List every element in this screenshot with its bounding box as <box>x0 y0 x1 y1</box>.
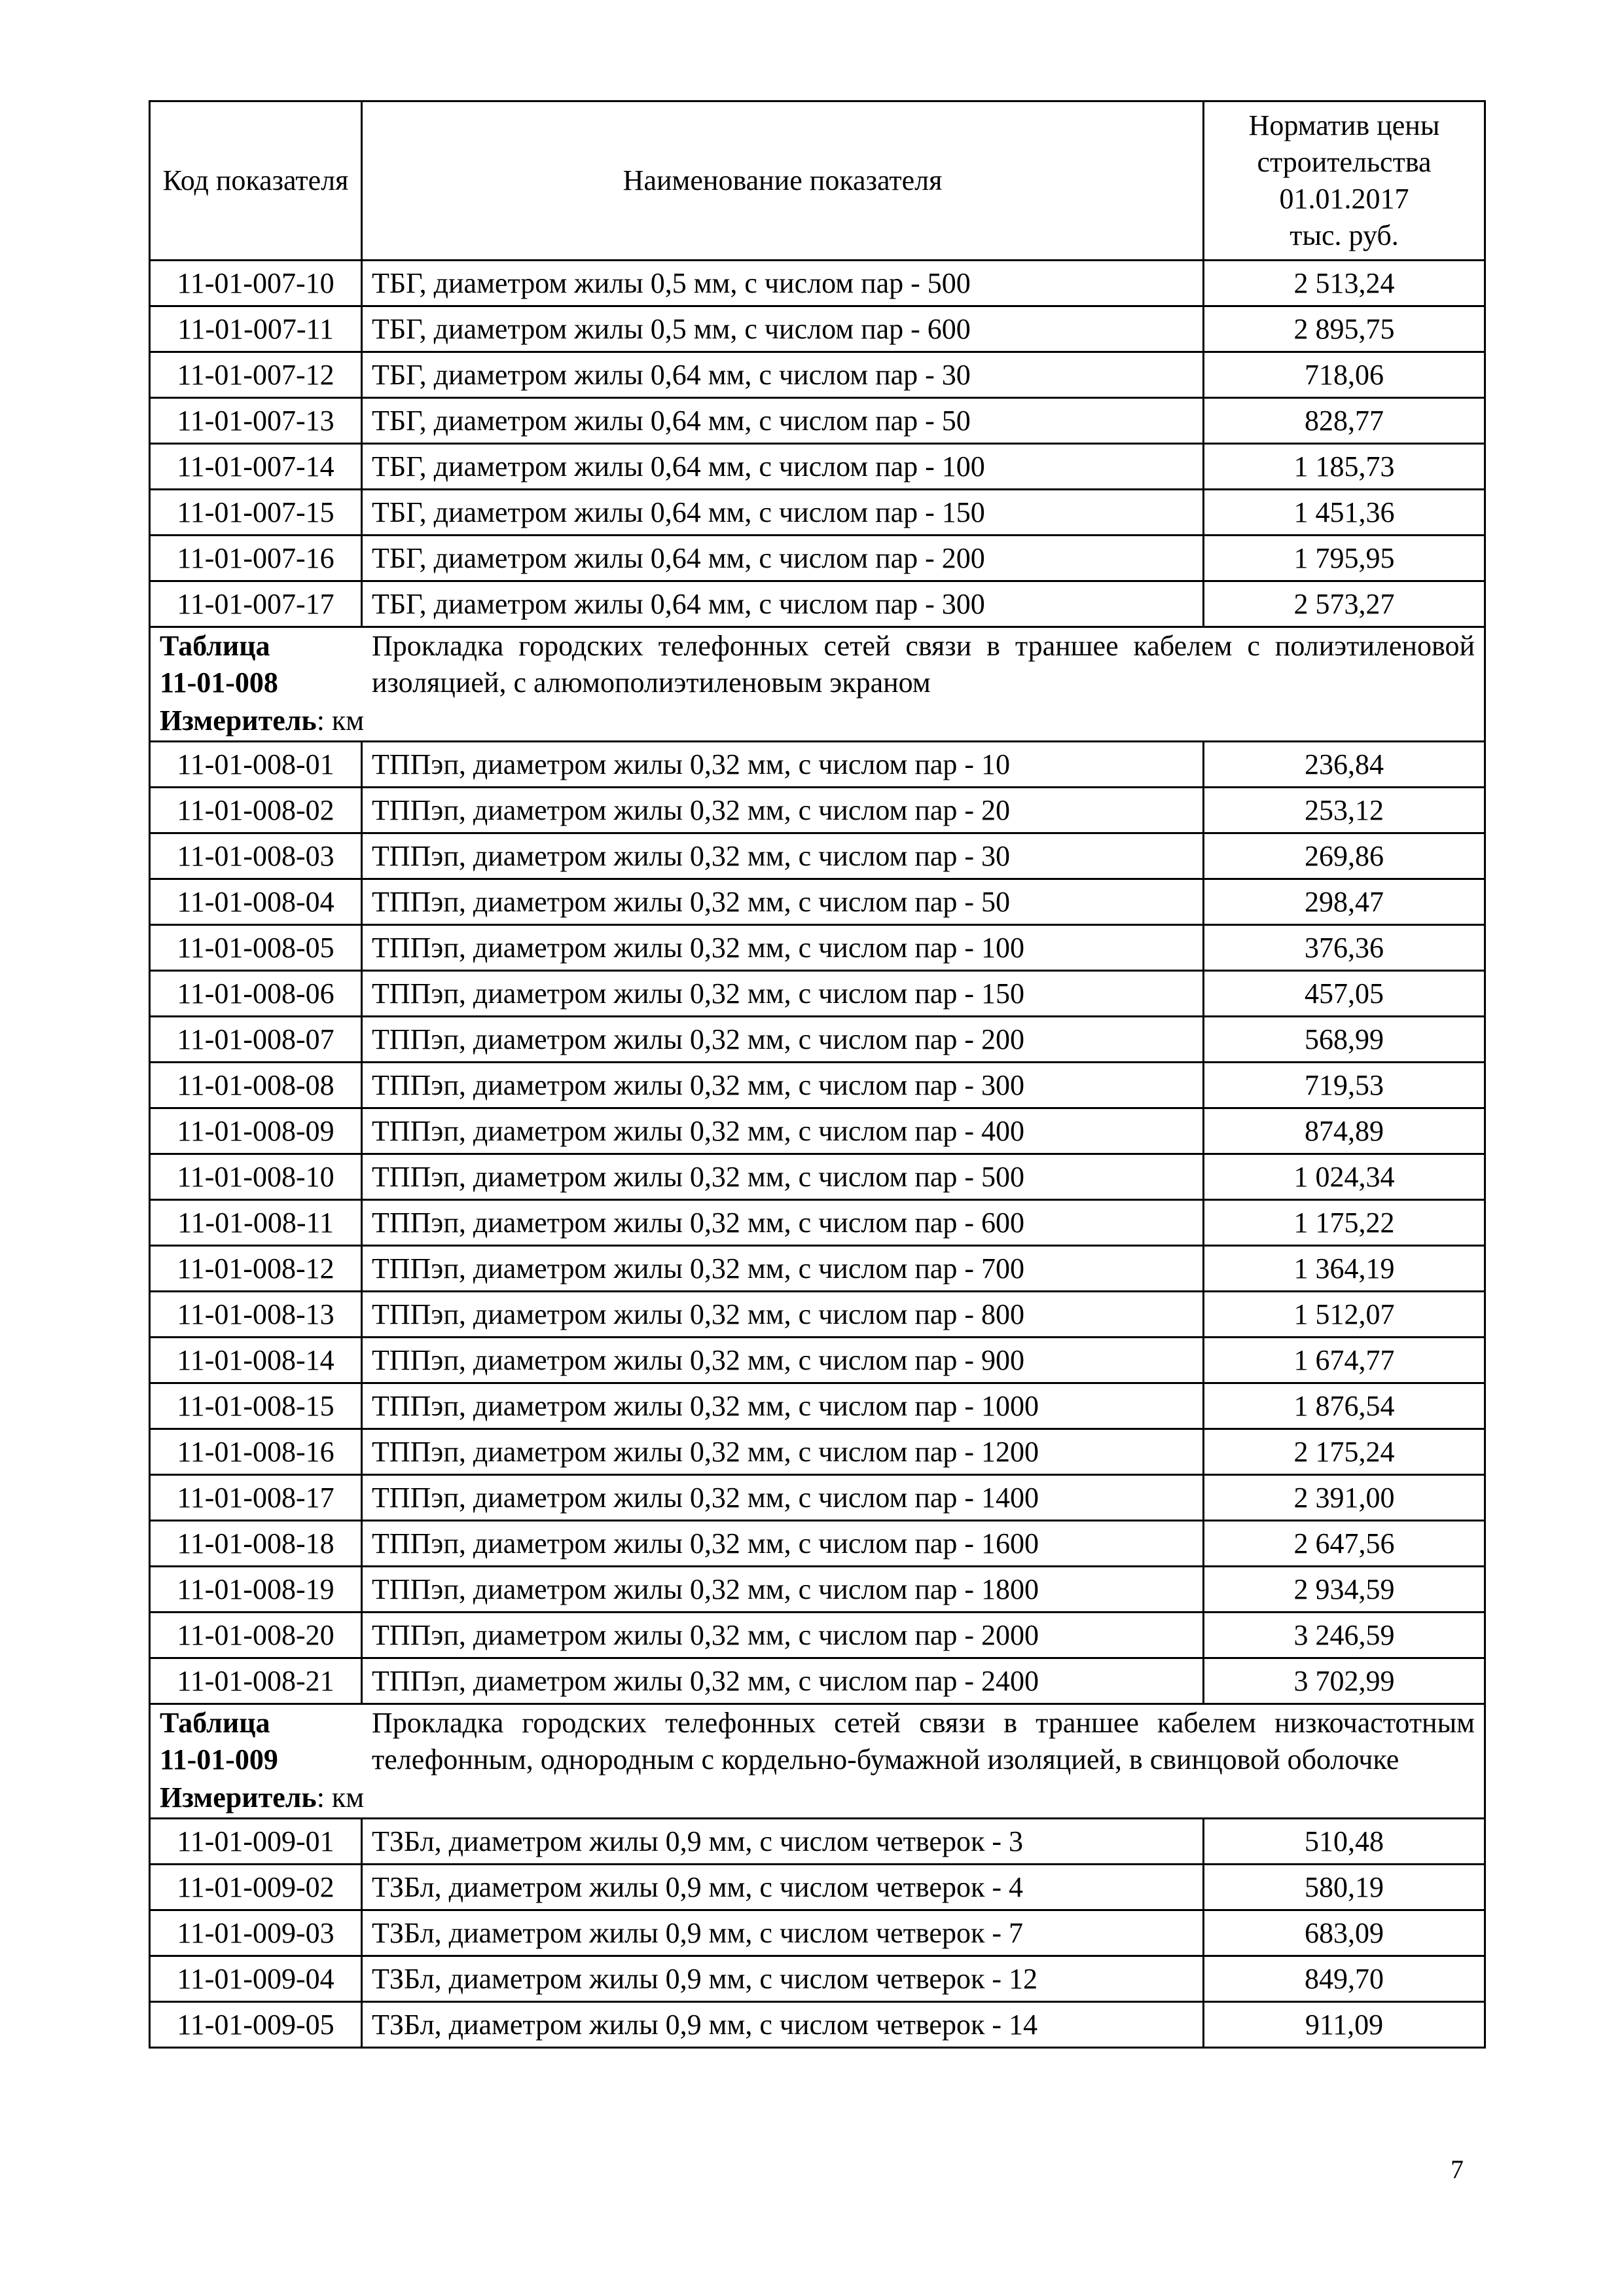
section-table-word: Таблица <box>160 1707 270 1739</box>
row-code: 11-01-009-05 <box>150 2002 362 2048</box>
table-row <box>150 1338 1485 1383</box>
measure-label: Измеритель <box>160 1781 317 1813</box>
row-price: 849,70 <box>1204 1956 1485 2002</box>
row-price: 510,48 <box>1204 1819 1485 1865</box>
table-row <box>150 1108 1485 1154</box>
table-row <box>150 1063 1485 1108</box>
row-price: 376,36 <box>1204 925 1485 971</box>
row-price: 1 175,22 <box>1204 1200 1485 1246</box>
row-name: ТЗБл, диаметром жилы 0,9 мм, с числом четверок - 4 <box>362 1865 1204 1910</box>
row-code: 11-01-008-18 <box>150 1521 362 1567</box>
table-row <box>150 1658 1485 1704</box>
row-price: 2 573,27 <box>1204 581 1485 627</box>
row-name: ТППэп, диаметром жилы 0,32 мм, с числом пар - 800 <box>362 1292 1204 1338</box>
table-row <box>150 306 1485 352</box>
header-price-line: Норматив цены <box>1248 109 1440 141</box>
row-price: 1 185,73 <box>1204 444 1485 490</box>
section-label <box>160 628 353 701</box>
row-name: ТППэп, диаметром жилы 0,32 мм, с числом пар - 600 <box>362 1200 1204 1246</box>
section-title: Прокладка городских телефонных сетей связи в траншее кабелем низкочастотным телефонным, однородным с кордельно-бумажной изоляцией, в свинцовой оболочке <box>372 1707 1475 1776</box>
row-code: 11-01-008-04 <box>150 879 362 925</box>
row-name: ТППэп, диаметром жилы 0,32 мм, с числом пар - 300 <box>362 1063 1204 1108</box>
row-code: 11-01-007-17 <box>150 581 362 627</box>
table-row <box>150 1956 1485 2002</box>
row-price: 457,05 <box>1204 971 1485 1017</box>
table-row <box>150 833 1485 879</box>
row-code: 11-01-008-20 <box>150 1613 362 1658</box>
row-code: 11-01-008-11 <box>150 1200 362 1246</box>
row-name: ТЗБл, диаметром жилы 0,9 мм, с числом четверок - 12 <box>362 1956 1204 2002</box>
row-name: ТППэп, диаметром жилы 0,32 мм, с числом пар - 400 <box>362 1108 1204 1154</box>
row-name: ТБГ, диаметром жилы 0,64 мм, с числом пар - 30 <box>362 352 1204 398</box>
table-row <box>150 788 1485 833</box>
row-name: ТППэп, диаметром жилы 0,32 мм, с числом пар - 2000 <box>362 1613 1204 1658</box>
row-name: ТППэп, диаметром жилы 0,32 мм, с числом пар - 200 <box>362 1017 1204 1063</box>
row-code: 11-01-007-12 <box>150 352 362 398</box>
row-code: 11-01-008-02 <box>150 788 362 833</box>
row-name: ТППэп, диаметром жилы 0,32 мм, с числом пар - 10 <box>362 742 1204 788</box>
table-row <box>150 879 1485 925</box>
table-row <box>150 1017 1485 1063</box>
table-row <box>150 742 1485 788</box>
header-code: Код показателя <box>150 101 362 261</box>
row-code: 11-01-008-07 <box>150 1017 362 1063</box>
row-price: 828,77 <box>1204 398 1485 444</box>
row-price: 1 512,07 <box>1204 1292 1485 1338</box>
row-code: 11-01-009-04 <box>150 1956 362 2002</box>
row-code: 11-01-008-12 <box>150 1246 362 1292</box>
section-measure <box>160 1778 1475 1817</box>
table-row <box>150 1819 1485 1865</box>
table-row <box>150 1383 1485 1429</box>
row-code: 11-01-007-15 <box>150 490 362 536</box>
row-code: 11-01-008-21 <box>150 1658 362 1704</box>
section-cell <box>150 627 1485 742</box>
row-price: 253,12 <box>1204 788 1485 833</box>
table-row <box>150 1613 1485 1658</box>
section-measure <box>160 701 1475 740</box>
row-code: 11-01-008-19 <box>150 1567 362 1613</box>
table-row <box>150 261 1485 306</box>
row-price: 269,86 <box>1204 833 1485 879</box>
table-row <box>150 925 1485 971</box>
row-name: ТБГ, диаметром жилы 0,5 мм, с числом пар - 600 <box>362 306 1204 352</box>
row-price: 1 795,95 <box>1204 536 1485 581</box>
section-row <box>150 627 1485 742</box>
row-name: ТППэп, диаметром жилы 0,32 мм, с числом пар - 20 <box>362 788 1204 833</box>
row-price: 718,06 <box>1204 352 1485 398</box>
row-code: 11-01-008-08 <box>150 1063 362 1108</box>
header-price-line: тыс. руб. <box>1290 219 1399 251</box>
row-name: ТЗБл, диаметром жилы 0,9 мм, с числом четверок - 7 <box>362 1910 1204 1956</box>
price-table <box>149 100 1486 2049</box>
section-header <box>160 628 1475 701</box>
row-price: 1 364,19 <box>1204 1246 1485 1292</box>
row-code: 11-01-009-01 <box>150 1819 362 1865</box>
row-code: 11-01-007-10 <box>150 261 362 306</box>
table-row <box>150 1292 1485 1338</box>
table-row <box>150 1246 1485 1292</box>
table-row <box>150 1429 1485 1475</box>
row-name: ТБГ, диаметром жилы 0,64 мм, с числом пар - 200 <box>362 536 1204 581</box>
measure-label: Измеритель <box>160 704 317 737</box>
header-price-line: 01.01.2017 <box>1279 183 1409 215</box>
header-price-line: строительства <box>1257 146 1432 178</box>
measure-unit: : км <box>316 1781 365 1813</box>
row-code: 11-01-008-01 <box>150 742 362 788</box>
header-name: Наименование показателя <box>362 101 1204 261</box>
row-code: 11-01-007-13 <box>150 398 362 444</box>
table-row <box>150 1521 1485 1567</box>
row-name: ТЗБл, диаметром жилы 0,9 мм, с числом четверок - 14 <box>362 2002 1204 2048</box>
header-price <box>1204 101 1485 261</box>
row-code: 11-01-007-16 <box>150 536 362 581</box>
table-row <box>150 2002 1485 2048</box>
table-row <box>150 352 1485 398</box>
table-row <box>150 536 1485 581</box>
row-price: 1 451,36 <box>1204 490 1485 536</box>
row-code: 11-01-009-03 <box>150 1910 362 1956</box>
section-header <box>160 1705 1475 1778</box>
row-name: ТППэп, диаметром жилы 0,32 мм, с числом пар - 500 <box>362 1154 1204 1200</box>
table-row <box>150 1910 1485 1956</box>
row-code: 11-01-008-09 <box>150 1108 362 1154</box>
table-row <box>150 1154 1485 1200</box>
row-code: 11-01-008-13 <box>150 1292 362 1338</box>
row-name: ТЗБл, диаметром жилы 0,9 мм, с числом четверок - 3 <box>362 1819 1204 1865</box>
row-name: ТППэп, диаметром жилы 0,32 мм, с числом пар - 1400 <box>362 1475 1204 1521</box>
row-name: ТППэп, диаметром жилы 0,32 мм, с числом пар - 900 <box>362 1338 1204 1383</box>
row-price: 580,19 <box>1204 1865 1485 1910</box>
row-price: 2 895,75 <box>1204 306 1485 352</box>
row-code: 11-01-008-03 <box>150 833 362 879</box>
row-name: ТППэп, диаметром жилы 0,32 мм, с числом пар - 1600 <box>362 1521 1204 1567</box>
row-code: 11-01-009-02 <box>150 1865 362 1910</box>
measure-unit: : км <box>316 704 365 737</box>
section-number: 11-01-009 <box>160 1743 278 1776</box>
row-code: 11-01-008-10 <box>150 1154 362 1200</box>
row-name: ТБГ, диаметром жилы 0,64 мм, с числом пар - 50 <box>362 398 1204 444</box>
row-price: 2 513,24 <box>1204 261 1485 306</box>
row-code: 11-01-007-14 <box>150 444 362 490</box>
section-title: Прокладка городских телефонных сетей связи в траншее кабелем с полиэтиленовой изоляцией, с алюмополиэтиленовым экраном <box>372 630 1475 699</box>
row-price: 236,84 <box>1204 742 1485 788</box>
row-price: 2 175,24 <box>1204 1429 1485 1475</box>
row-price: 298,47 <box>1204 879 1485 925</box>
row-price: 3 702,99 <box>1204 1658 1485 1704</box>
table-row <box>150 398 1485 444</box>
row-name: ТБГ, диаметром жилы 0,64 мм, с числом пар - 100 <box>362 444 1204 490</box>
row-price: 1 674,77 <box>1204 1338 1485 1383</box>
row-name: ТППэп, диаметром жилы 0,32 мм, с числом пар - 700 <box>362 1246 1204 1292</box>
table-row <box>150 1865 1485 1910</box>
row-price: 2 934,59 <box>1204 1567 1485 1613</box>
section-number: 11-01-008 <box>160 666 278 699</box>
row-name: ТППэп, диаметром жилы 0,32 мм, с числом пар - 1000 <box>362 1383 1204 1429</box>
section-row <box>150 1704 1485 1819</box>
row-name: ТБГ, диаметром жилы 0,5 мм, с числом пар - 500 <box>362 261 1204 306</box>
row-name: ТППэп, диаметром жилы 0,32 мм, с числом пар - 50 <box>362 879 1204 925</box>
row-price: 2 391,00 <box>1204 1475 1485 1521</box>
header-row <box>150 101 1485 261</box>
row-price: 568,99 <box>1204 1017 1485 1063</box>
row-price: 683,09 <box>1204 1910 1485 1956</box>
row-code: 11-01-008-14 <box>150 1338 362 1383</box>
row-code: 11-01-008-15 <box>150 1383 362 1429</box>
row-name: ТБГ, диаметром жилы 0,64 мм, с числом пар - 150 <box>362 490 1204 536</box>
row-price: 911,09 <box>1204 2002 1485 2048</box>
table-row <box>150 581 1485 627</box>
page-number: 7 <box>1451 2155 1464 2184</box>
table-row <box>150 1475 1485 1521</box>
row-price: 719,53 <box>1204 1063 1485 1108</box>
table-row <box>150 1200 1485 1246</box>
row-code: 11-01-008-05 <box>150 925 362 971</box>
table-row <box>150 971 1485 1017</box>
row-code: 11-01-008-16 <box>150 1429 362 1475</box>
row-name: ТППэп, диаметром жилы 0,32 мм, с числом пар - 100 <box>362 925 1204 971</box>
table-row <box>150 1567 1485 1613</box>
row-name: ТППэп, диаметром жилы 0,32 мм, с числом пар - 1200 <box>362 1429 1204 1475</box>
row-name: ТППэп, диаметром жилы 0,32 мм, с числом пар - 150 <box>362 971 1204 1017</box>
table-row <box>150 490 1485 536</box>
row-code: 11-01-008-17 <box>150 1475 362 1521</box>
row-code: 11-01-008-06 <box>150 971 362 1017</box>
row-price: 1 876,54 <box>1204 1383 1485 1429</box>
row-name: ТБГ, диаметром жилы 0,64 мм, с числом пар - 300 <box>362 581 1204 627</box>
table-row <box>150 444 1485 490</box>
row-name: ТППэп, диаметром жилы 0,32 мм, с числом пар - 1800 <box>362 1567 1204 1613</box>
row-price: 1 024,34 <box>1204 1154 1485 1200</box>
section-table-word: Таблица <box>160 630 270 662</box>
row-price: 2 647,56 <box>1204 1521 1485 1567</box>
section-label <box>160 1705 353 1778</box>
row-name: ТППэп, диаметром жилы 0,32 мм, с числом пар - 30 <box>362 833 1204 879</box>
row-price: 3 246,59 <box>1204 1613 1485 1658</box>
row-code: 11-01-007-11 <box>150 306 362 352</box>
row-price: 874,89 <box>1204 1108 1485 1154</box>
section-cell <box>150 1704 1485 1819</box>
row-name: ТППэп, диаметром жилы 0,32 мм, с числом пар - 2400 <box>362 1658 1204 1704</box>
